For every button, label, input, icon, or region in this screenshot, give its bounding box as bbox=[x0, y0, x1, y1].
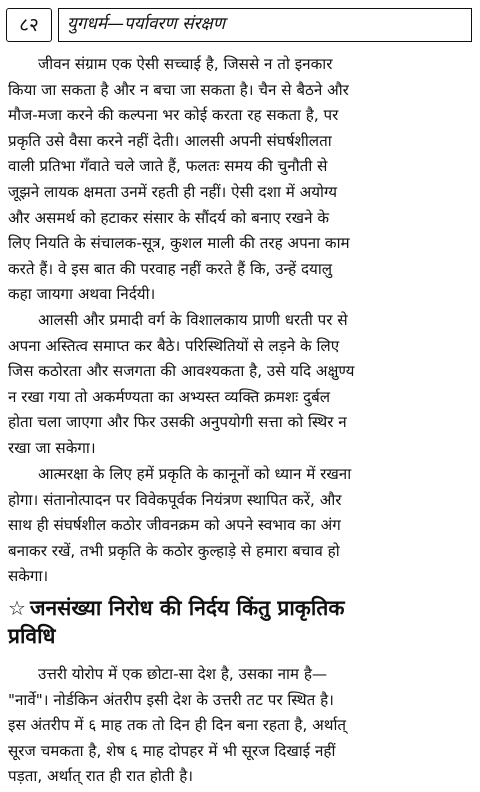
section-paragraph bbox=[8, 662, 470, 790]
text-line: वाली प्रतिभा गँवाते चले जाते हैं, फलतः समय की चुनौती से bbox=[8, 157, 328, 176]
text-line: होगा। संतानोत्पादन पर विवेकपूर्वक नियंत्रण स्थापित करें, और bbox=[8, 490, 342, 509]
text-line: मौज-मजा करने की कल्पना भर कोई करता रह सकता है, पर bbox=[8, 106, 339, 125]
star-icon: ☆ bbox=[8, 596, 26, 620]
section-heading-text-1: जनसंख्या निरोध की निर्दय किंतु प्राकृतिक bbox=[29, 596, 345, 620]
text-line: न रखा गया तो अकर्मण्यता का अभ्यस्त व्यक्ति क्रमशः दुर्बल bbox=[8, 387, 331, 406]
section-heading-line-1 bbox=[8, 596, 344, 620]
text-line: और असमर्थ को हटाकर संसार के सौंदर्य को बनाए रखने के bbox=[8, 208, 329, 227]
text-line: आलसी और प्रमादी वर्ग के विशालकाय प्राणी धरती पर से bbox=[38, 311, 348, 329]
paragraph-1 bbox=[8, 52, 470, 308]
section-heading-line-2: प्रविधि bbox=[8, 624, 56, 648]
text-line: करते हैं। वे इस बात की परवाह नहीं करते हैं कि, उन्हें दयालु bbox=[8, 259, 333, 278]
text-line: सकेगा। bbox=[8, 567, 49, 586]
text-line: प्रकृति उसे वैसा करने नहीं देती। आलसी अपनी संघर्षशीलता bbox=[8, 131, 332, 150]
paragraph-2 bbox=[8, 308, 470, 462]
page-header bbox=[6, 8, 472, 44]
text-line: साथ ही संघर्षशील कठोर जीवनक्रम को अपने स्वभाव का अंग bbox=[8, 516, 341, 535]
text-line: जिस कठोरता और सजगता की आवश्यकता है, उसे यदि अक्षुण्य bbox=[8, 362, 355, 381]
paragraph-3 bbox=[8, 462, 470, 590]
text-line: उत्तरी योरोप में एक छोटा-सा देश है, उसका नाम है— bbox=[38, 665, 328, 683]
text-line: होता चला जाएगा और फिर उसकी अनुपयोगी सत्ता को स्थिर न bbox=[8, 413, 347, 432]
text-line: जीवन संग्राम एक ऐसी सच्चाई है, जिससे न तो इनकार bbox=[38, 55, 333, 73]
text-line: लिए नियति के संचालक-सूत्र, कुशल माली की तरह अपना काम bbox=[8, 234, 350, 253]
text-line: पड़ता, अर्थात् रात ही रात होती है। bbox=[8, 767, 194, 786]
text-line: किया जा सकता है और न बचा जा सकता है। चैन से बैठने और bbox=[8, 80, 349, 99]
text-line: रखा जा सकेगा। bbox=[8, 438, 96, 457]
text-line: कहा जायगा अथवा निर्दयी। bbox=[8, 285, 156, 304]
text-line: बनाकर रखें, तभी प्रकृति के कठोर कुल्हाड़े से हमारा बचाव हो bbox=[8, 541, 340, 560]
running-title: युगधर्म—पर्यावरण संरक्षण bbox=[58, 8, 472, 42]
text-line: जूझने लायक क्षमता उनमें रहती ही नहीं। ऐसी दशा में अयोग्य bbox=[8, 182, 338, 201]
page-number: ८२ bbox=[6, 8, 52, 42]
text-line: सूरज चमकता है, शेष ६ माह दोपहर में भी सूरज दिखाई नहीं bbox=[8, 741, 336, 760]
text-line: इस अंतरीप में ६ माह तक तो दिन ही दिन बना रहता है, अर्थात् bbox=[8, 716, 347, 735]
text-line: "नार्वे"। नोर्डकिन अंतरीप इसी देश के उत्तरी तट पर स्थित है। bbox=[8, 690, 334, 709]
section-heading bbox=[8, 594, 470, 650]
text-line: आत्मरक्षा के लिए हमें प्रकृति के कानूनों को ध्यान में रखना bbox=[38, 465, 352, 483]
text-line: अपना अस्तित्व समाप्त कर बैठे। परिस्थितियों से लड़ने के लिए bbox=[8, 336, 340, 355]
